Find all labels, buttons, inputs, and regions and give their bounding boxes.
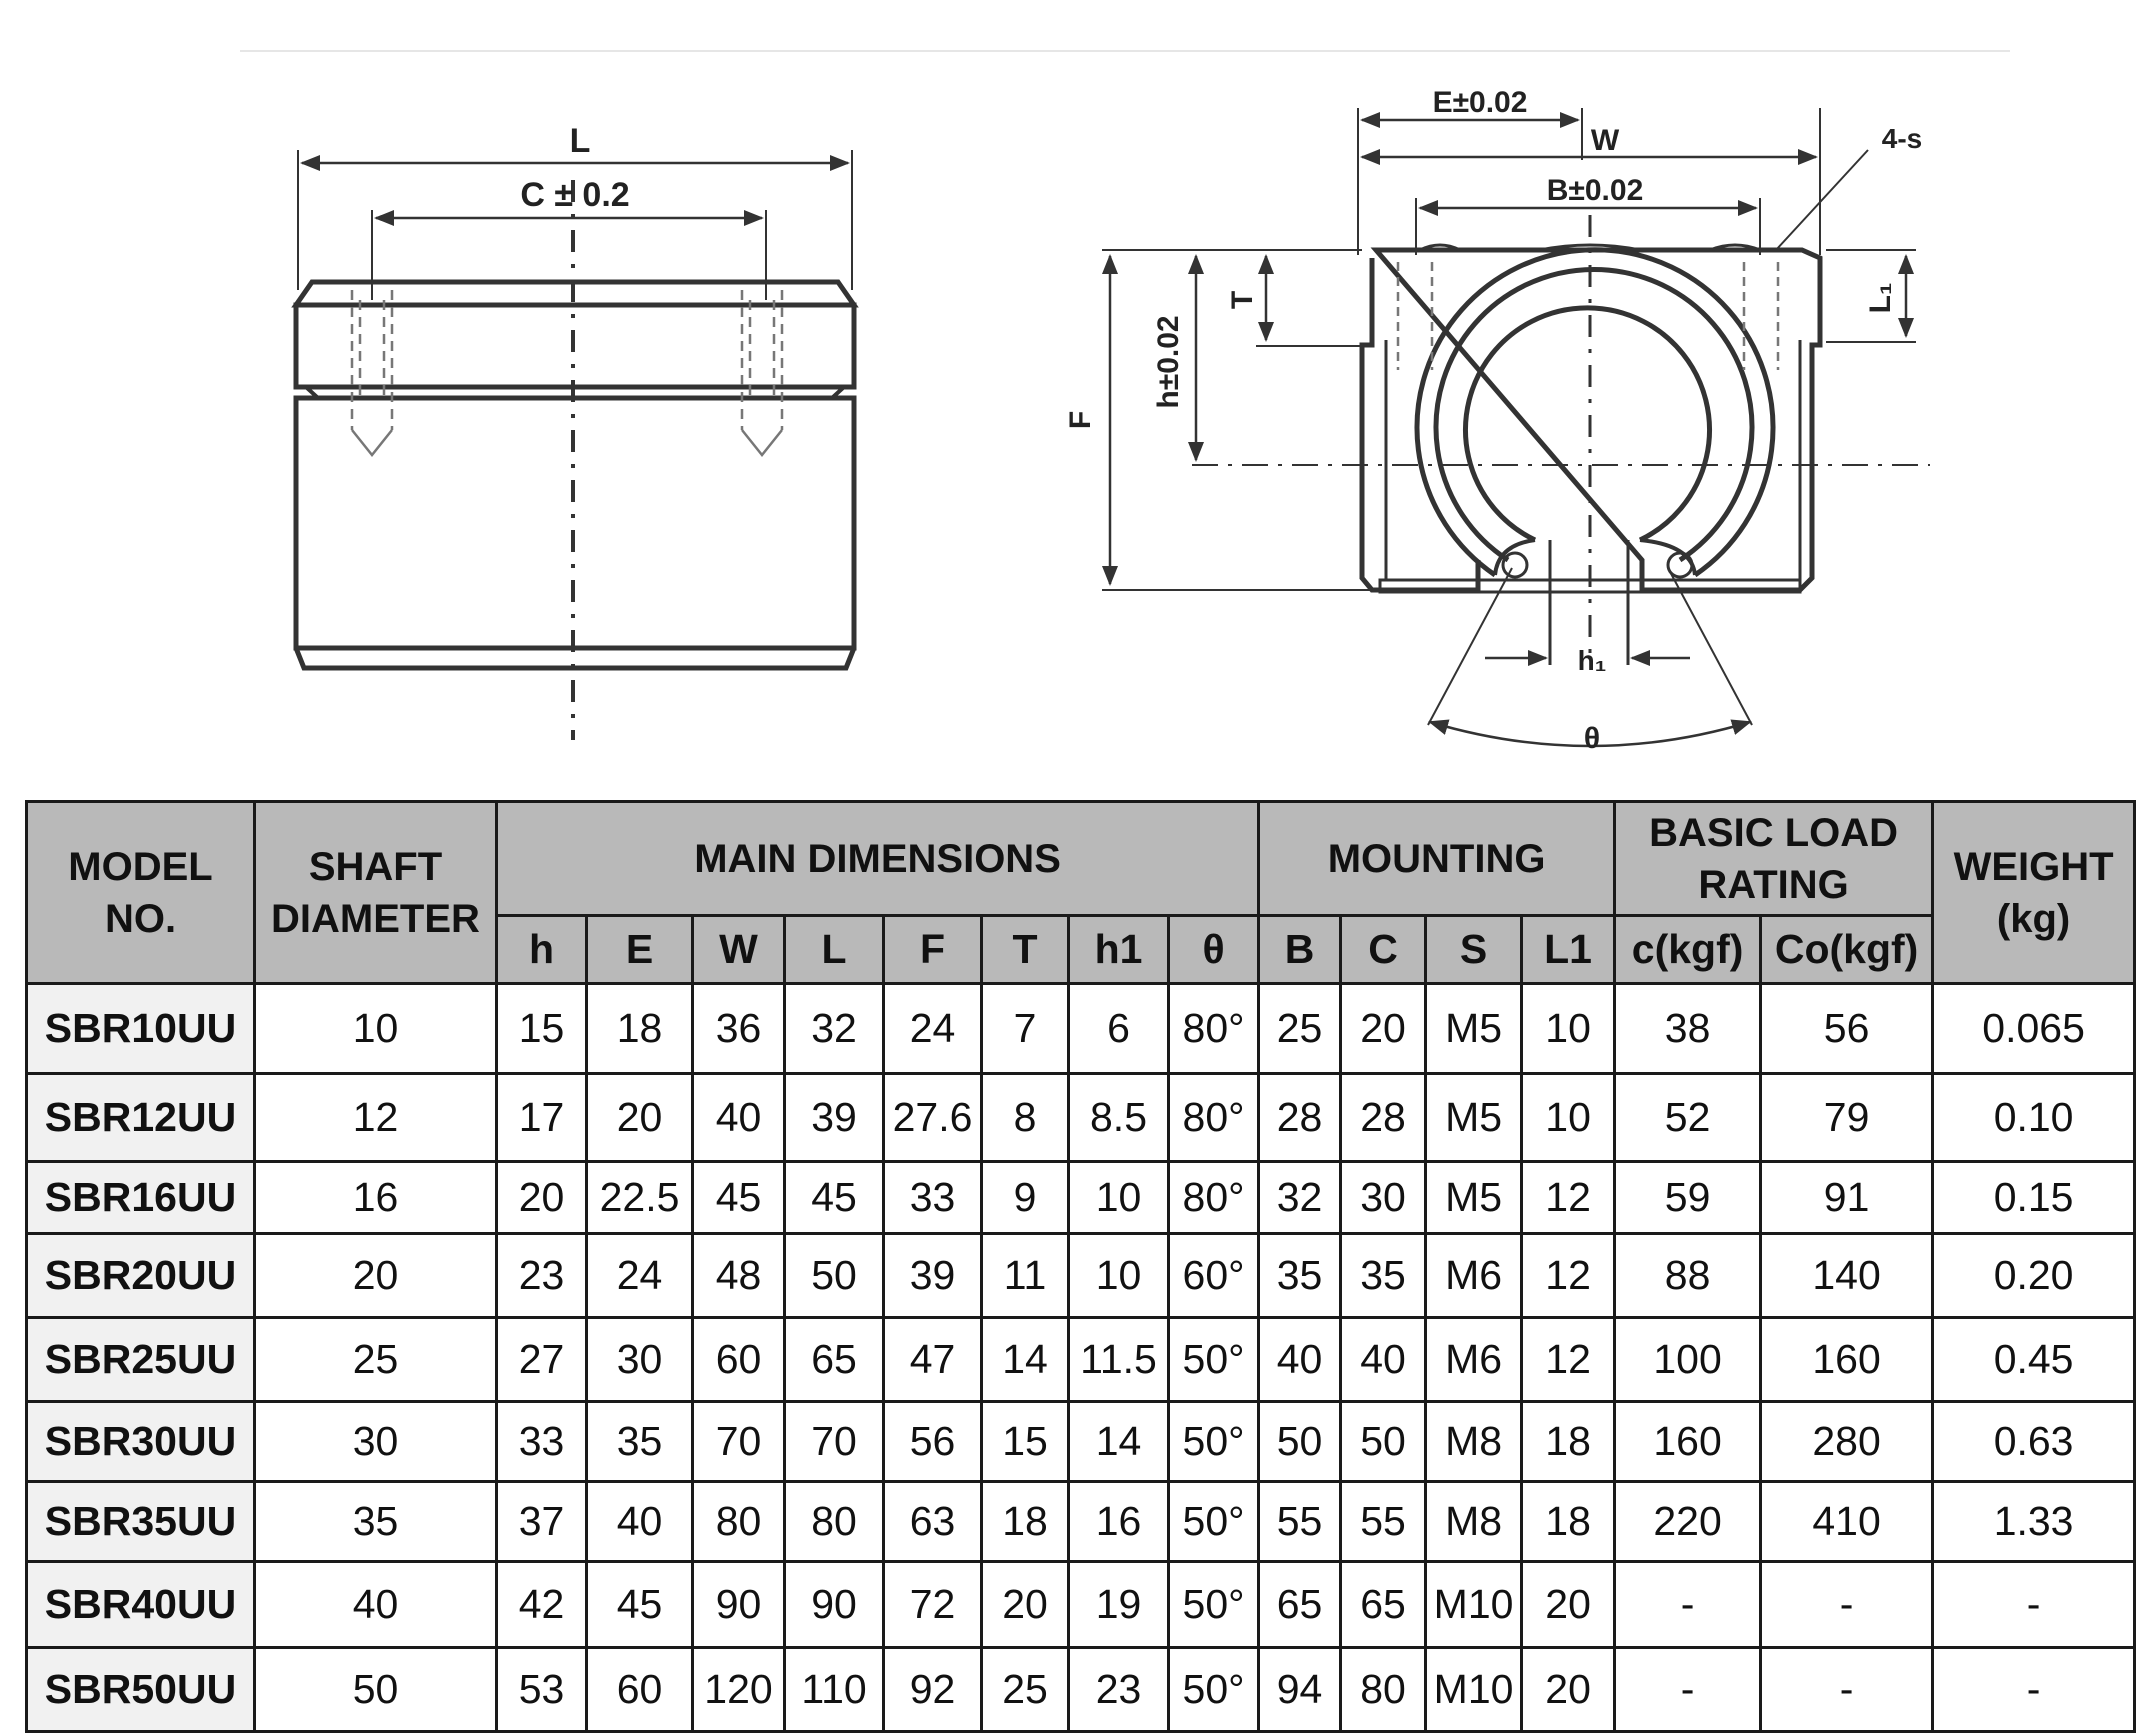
table-cell: 0.63: [1933, 1402, 2135, 1482]
table-cell: 160: [1761, 1318, 1933, 1402]
table-cell: M6: [1426, 1234, 1522, 1318]
table-cell: 90: [693, 1562, 785, 1648]
table-cell: 40: [1341, 1318, 1426, 1402]
label-L: L: [569, 122, 591, 160]
model-cell: SBR20UU: [27, 1234, 255, 1318]
table-cell: 45: [785, 1162, 884, 1234]
table-cell: 70: [693, 1402, 785, 1482]
model-cell: SBR35UU: [27, 1482, 255, 1562]
label-W: W: [1590, 124, 1620, 157]
label-C: C ± 0.2: [520, 176, 630, 214]
label-E: E±0.02: [1432, 86, 1528, 119]
subheader-cell: T: [982, 916, 1069, 984]
table-cell: 60°: [1169, 1234, 1259, 1318]
table-row: [27, 1074, 2135, 1162]
table-cell: 60: [693, 1318, 785, 1402]
table-cell: -: [1933, 1648, 2135, 1732]
subheader-cell: B: [1259, 916, 1341, 984]
table-cell: 35: [1259, 1234, 1341, 1318]
table-cell: 1.33: [1933, 1482, 2135, 1562]
header-main-dimensions: MAIN DIMENSIONS: [497, 802, 1259, 916]
table-cell: 20: [982, 1562, 1069, 1648]
table-cell: 160: [1615, 1402, 1761, 1482]
table-cell: -: [1615, 1648, 1761, 1732]
table-cell: 14: [1069, 1402, 1169, 1482]
table-cell: 72: [884, 1562, 982, 1648]
table-cell: 25: [255, 1318, 497, 1402]
table-row: [27, 1234, 2135, 1318]
table-cell: 50: [1341, 1402, 1426, 1482]
label-theta: θ: [1583, 722, 1601, 755]
label-F: F: [1064, 410, 1097, 430]
table-cell: 79: [1761, 1074, 1933, 1162]
table-cell: 37: [497, 1482, 587, 1562]
side-view: [296, 150, 854, 740]
model-cell: SBR40UU: [27, 1562, 255, 1648]
subheader-cell: c(kgf): [1615, 916, 1761, 984]
table-cell: 50: [1259, 1402, 1341, 1482]
subheader-cell: W: [693, 916, 785, 984]
subheader-cell: F: [884, 916, 982, 984]
table-cell: 12: [255, 1074, 497, 1162]
table-cell: -: [1615, 1562, 1761, 1648]
table-cell: 60: [587, 1648, 693, 1732]
table-cell: 15: [497, 984, 587, 1074]
table-cell: 23: [1069, 1648, 1169, 1732]
table-cell: 24: [884, 984, 982, 1074]
label-h: h±0.02: [1152, 315, 1185, 409]
table-cell: 80°: [1169, 1162, 1259, 1234]
table-cell: 65: [785, 1318, 884, 1402]
subheader-cell: h1: [1069, 916, 1169, 984]
table-cell: 59: [1615, 1162, 1761, 1234]
front-view: [1102, 108, 1930, 746]
table-cell: 20: [1522, 1562, 1615, 1648]
table-cell: 28: [1341, 1074, 1426, 1162]
table-cell: 19: [1069, 1562, 1169, 1648]
table-cell: 47: [884, 1318, 982, 1402]
table-cell: 63: [884, 1482, 982, 1562]
header-model: MODEL NO.: [27, 802, 255, 984]
table-cell: 0.065: [1933, 984, 2135, 1074]
table-cell: 100: [1615, 1318, 1761, 1402]
table-cell: 80°: [1169, 1074, 1259, 1162]
table-cell: 70: [785, 1402, 884, 1482]
table-cell: 18: [1522, 1482, 1615, 1562]
table-cell: 12: [1522, 1162, 1615, 1234]
subheader-cell: E: [587, 916, 693, 984]
table-cell: 0.20: [1933, 1234, 2135, 1318]
table-cell: 80°: [1169, 984, 1259, 1074]
table-cell: 33: [884, 1162, 982, 1234]
subheader-cell: S: [1426, 916, 1522, 984]
table-cell: 35: [255, 1482, 497, 1562]
table-cell: 55: [1259, 1482, 1341, 1562]
table-cell: 36: [693, 984, 785, 1074]
table-cell: 39: [884, 1234, 982, 1318]
table-cell: 17: [497, 1074, 587, 1162]
middle-ring: [1436, 269, 1752, 560]
table-cell: 50°: [1169, 1482, 1259, 1562]
model-cell: SBR30UU: [27, 1402, 255, 1482]
table-cell: 50°: [1169, 1402, 1259, 1482]
table-cell: M10: [1426, 1562, 1522, 1648]
table-cell: 22.5: [587, 1162, 693, 1234]
table-cell: 35: [1341, 1234, 1426, 1318]
table-cell: 50: [785, 1234, 884, 1318]
table-cell: 42: [497, 1562, 587, 1648]
header-weight: WEIGHT (kg): [1933, 802, 2135, 984]
table-cell: 30: [255, 1402, 497, 1482]
table-cell: 45: [693, 1162, 785, 1234]
table-cell: M8: [1426, 1402, 1522, 1482]
table-cell: 11.5: [1069, 1318, 1169, 1402]
subheader-cell: L1: [1522, 916, 1615, 984]
table-row: [27, 1402, 2135, 1482]
table-cell: 32: [785, 984, 884, 1074]
table-cell: 16: [1069, 1482, 1169, 1562]
table-cell: -: [1933, 1562, 2135, 1648]
table-cell: 91: [1761, 1162, 1933, 1234]
table-cell: 30: [587, 1318, 693, 1402]
table-cell: 80: [693, 1482, 785, 1562]
table-cell: 18: [587, 984, 693, 1074]
table-cell: 20: [255, 1234, 497, 1318]
header-basic-load-rating: BASIC LOAD RATING: [1615, 802, 1933, 916]
table-cell: M5: [1426, 1074, 1522, 1162]
table-cell: 25: [1259, 984, 1341, 1074]
table-cell: 0.15: [1933, 1162, 2135, 1234]
table-cell: 410: [1761, 1482, 1933, 1562]
table-cell: 56: [1761, 984, 1933, 1074]
table-cell: 24: [587, 1234, 693, 1318]
table-cell: 11: [982, 1234, 1069, 1318]
model-cell: SBR16UU: [27, 1162, 255, 1234]
header-shaft-diameter: SHAFT DIAMETER: [255, 802, 497, 984]
table-cell: 18: [982, 1482, 1069, 1562]
table-cell: 16: [255, 1162, 497, 1234]
table-cell: M5: [1426, 1162, 1522, 1234]
table-cell: M8: [1426, 1482, 1522, 1562]
table-cell: 110: [785, 1648, 884, 1732]
table-cell: 50°: [1169, 1562, 1259, 1648]
table-cell: 48: [693, 1234, 785, 1318]
table-cell: -: [1761, 1648, 1933, 1732]
table-cell: 140: [1761, 1234, 1933, 1318]
subheader-cell: θ: [1169, 916, 1259, 984]
table-row: [27, 1562, 2135, 1648]
model-cell: SBR10UU: [27, 984, 255, 1074]
table-cell: 33: [497, 1402, 587, 1482]
table-cell: 50°: [1169, 1318, 1259, 1402]
table-cell: 120: [693, 1648, 785, 1732]
table-cell: 30: [1341, 1162, 1426, 1234]
subheader-cell: Co(kgf): [1761, 916, 1933, 984]
label-B: B±0.02: [1546, 174, 1644, 207]
table-body: [27, 984, 2135, 1732]
subheader-cell: C: [1341, 916, 1426, 984]
table-cell: M5: [1426, 984, 1522, 1074]
table-row: [27, 1482, 2135, 1562]
table-cell: 20: [1341, 984, 1426, 1074]
table-cell: 12: [1522, 1318, 1615, 1402]
technical-drawing: [0, 0, 2142, 790]
table-cell: 65: [1259, 1562, 1341, 1648]
table-cell: 12: [1522, 1234, 1615, 1318]
table-cell: 56: [884, 1402, 982, 1482]
table-cell: 25: [982, 1648, 1069, 1732]
table-cell: 40: [587, 1482, 693, 1562]
label-T: T: [1226, 290, 1259, 310]
table-cell: 40: [1259, 1318, 1341, 1402]
table-cell: 10: [1069, 1234, 1169, 1318]
model-cell: SBR25UU: [27, 1318, 255, 1402]
label-h1: h₁: [1577, 645, 1607, 676]
table-cell: 14: [982, 1318, 1069, 1402]
table-cell: 7: [982, 984, 1069, 1074]
table-cell: 10: [1069, 1162, 1169, 1234]
table-cell: 18: [1522, 1402, 1615, 1482]
table-cell: 10: [1522, 1074, 1615, 1162]
table-cell: 23: [497, 1234, 587, 1318]
subheader-cell: h: [497, 916, 587, 984]
table-cell: M6: [1426, 1318, 1522, 1402]
table-cell: 6: [1069, 984, 1169, 1074]
table-cell: 40: [693, 1074, 785, 1162]
table-cell: 92: [884, 1648, 982, 1732]
label-L1: L₁: [1864, 282, 1897, 314]
table-cell: 53: [497, 1648, 587, 1732]
inner-ring: [1466, 308, 1710, 540]
table-cell: 20: [497, 1162, 587, 1234]
table-cell: 15: [982, 1402, 1069, 1482]
table-cell: 80: [1341, 1648, 1426, 1732]
subheader-cell: L: [785, 916, 884, 984]
table-cell: 40: [255, 1562, 497, 1648]
table-cell: 280: [1761, 1402, 1933, 1482]
table-cell: 65: [1341, 1562, 1426, 1648]
table-cell: 0.45: [1933, 1318, 2135, 1402]
table-cell: 45: [587, 1562, 693, 1648]
table-cell: 8.5: [1069, 1074, 1169, 1162]
table-cell: 52: [1615, 1074, 1761, 1162]
table-cell: 20: [1522, 1648, 1615, 1732]
table-cell: 88: [1615, 1234, 1761, 1318]
table-cell: 32: [1259, 1162, 1341, 1234]
table-cell: 50°: [1169, 1648, 1259, 1732]
table-cell: 20: [587, 1074, 693, 1162]
table-cell: 220: [1615, 1482, 1761, 1562]
table-cell: 55: [1341, 1482, 1426, 1562]
table-cell: 35: [587, 1402, 693, 1482]
table-row: [27, 1162, 2135, 1234]
table-cell: 10: [1522, 984, 1615, 1074]
model-cell: SBR12UU: [27, 1074, 255, 1162]
table-cell: 90: [785, 1562, 884, 1648]
header-mounting: MOUNTING: [1259, 802, 1615, 916]
table-cell: 94: [1259, 1648, 1341, 1732]
table-row: [27, 1318, 2135, 1402]
drawing-svg: [0, 0, 2142, 790]
table-cell: 8: [982, 1074, 1069, 1162]
table-cell: 39: [785, 1074, 884, 1162]
specification-table: [25, 800, 2136, 1733]
table-cell: M10: [1426, 1648, 1522, 1732]
table-cell: 50: [255, 1648, 497, 1732]
table-cell: 27: [497, 1318, 587, 1402]
table-cell: 0.10: [1933, 1074, 2135, 1162]
table-cell: 80: [785, 1482, 884, 1562]
table-cell: 38: [1615, 984, 1761, 1074]
table-cell: 28: [1259, 1074, 1341, 1162]
table-cell: -: [1761, 1562, 1933, 1648]
table-row: [27, 984, 2135, 1074]
table-cell: 10: [255, 984, 497, 1074]
table-cell: 9: [982, 1162, 1069, 1234]
model-cell: SBR50UU: [27, 1648, 255, 1732]
leader-4s: [1776, 150, 1868, 250]
table-row: [27, 1648, 2135, 1732]
table-cell: 27.6: [884, 1074, 982, 1162]
label-4s: 4-s: [1881, 123, 1923, 154]
